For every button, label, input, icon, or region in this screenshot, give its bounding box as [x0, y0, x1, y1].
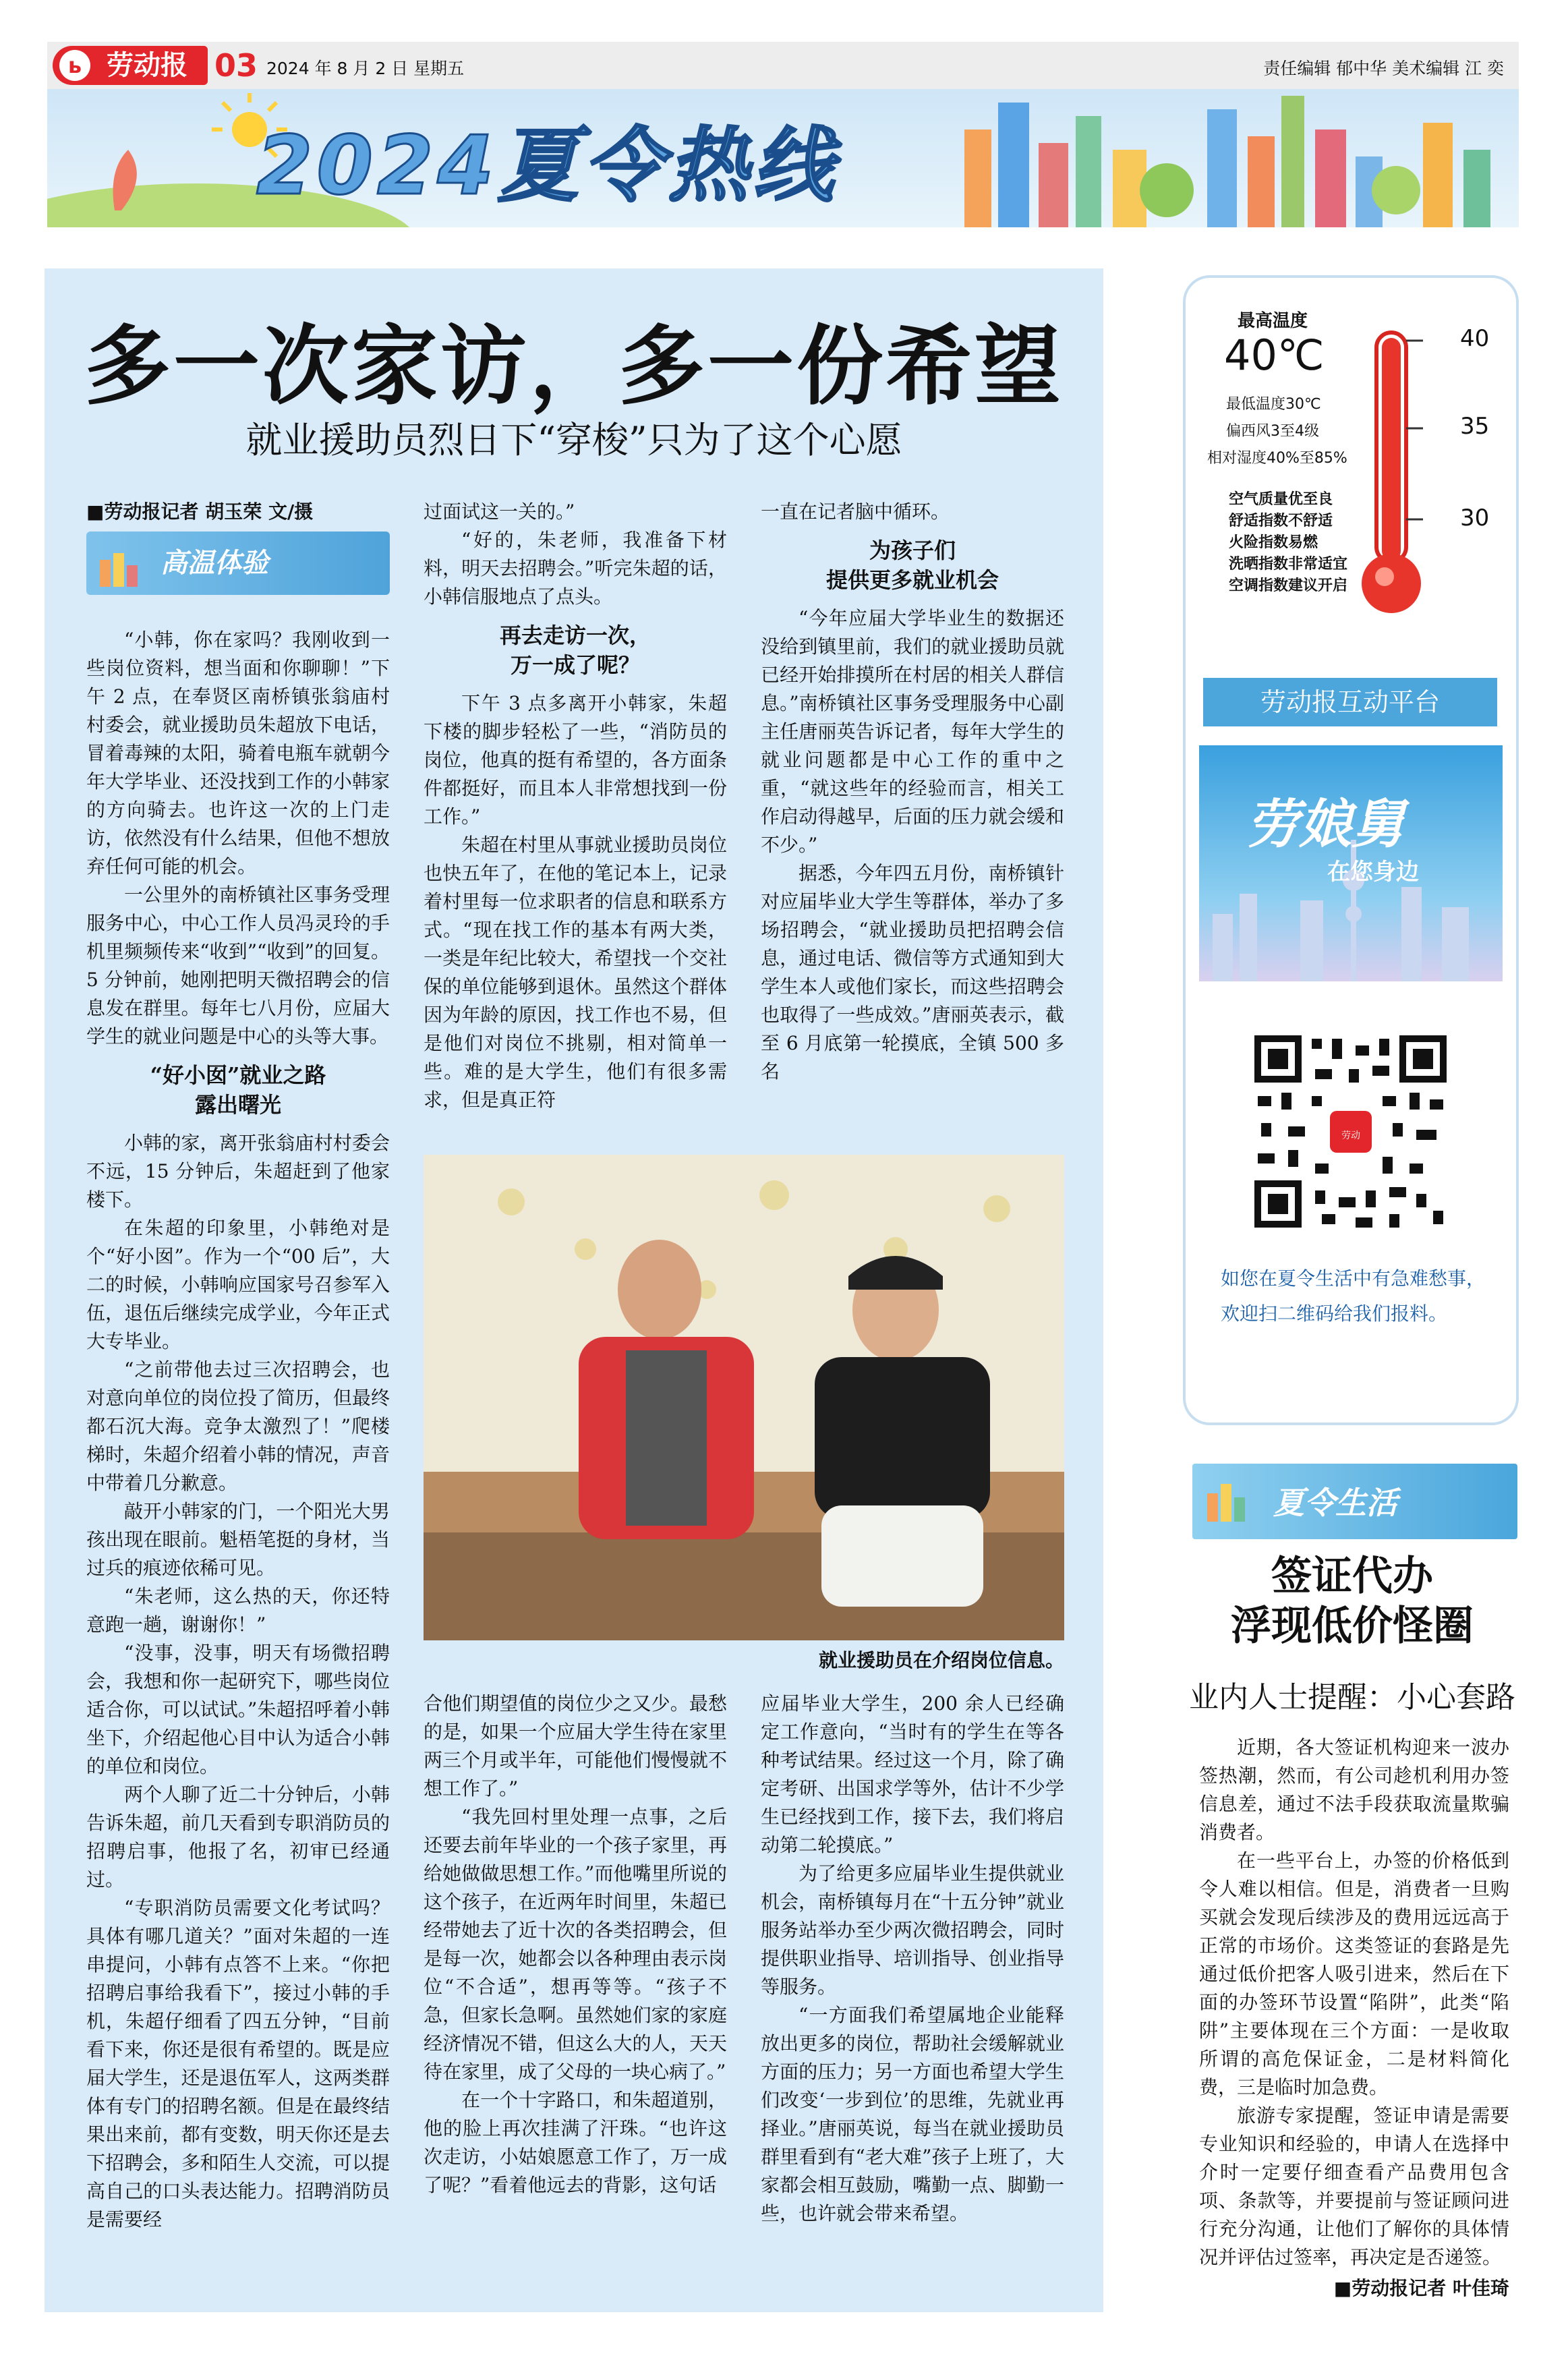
- paragraph: 旅游专家提醒，签证申请是需要专业知识和经验的，申请人在选择中介时一定要仔细查看产品费用包含项、条款等，并要提前与签证顾问进行充分沟通，让他们了解你的具体情况并评估过签率，再决定是否递签。: [1199, 2104, 1509, 2268]
- paragraph-continued: 一直在记者脑中循环。: [761, 500, 950, 523]
- side-article-byline: ■劳动报记者 叶佳琦: [1333, 2277, 1509, 2299]
- scale-label: 30: [1460, 505, 1490, 531]
- paragraph: “好的，朱老师，我准备下材料，明天去招聘会。”听完朱超的话，小韩信服地点了点头。: [424, 529, 727, 608]
- paragraph: 在一些平台上，办签的价格低到令人难以相信。但是，消费者一旦购买就会发现后续涉及的费用远远高于正常的市场价。这类签证的套路是先通过低价把客人吸引进来，然后在下面的办签环节设置“陷阱”，此类“陷阱”主要体现在三个方面：一是收取所谓的高危保证金，二是材料简化费，三是临时加急费。: [1199, 1849, 1509, 2098]
- editor-credits: 责任编辑 郁中华 美术编辑 江 奕: [1263, 59, 1504, 78]
- thermometer-icon: [1359, 327, 1426, 617]
- qr-center-logo: 劳动: [1341, 1130, 1360, 1141]
- section-heading: 再去走访一次， 万一成了呢？: [499, 623, 651, 678]
- qr-instruction: 如您在夏令生活中有急难愁事，欢迎扫二维码给我们报料。: [1221, 1267, 1486, 1325]
- paragraph: 两个人聊了近二十分钟后，小韩告诉朱超，前几天看到专职消防员的招聘启事，他报了名，初审已经通过。: [86, 1783, 390, 1891]
- index-value: 易燃: [1288, 534, 1318, 551]
- paragraph: “我先回村里处理一点事，之后还要去前年毕业的一个孩子家里，再给她做做思想工作。”而他嘴里所说的这个孩子，在近两年时间里，朱超已经带她去了近十次的各类招聘会，但是每一次，她都会以各种理由表示岗位“不合适”，想再等等。“孩子不急，但家长急啊。虽然她们家的家庭经济情况不错，但这么大的人，天天待在家里，成了父母的一块心病了。”: [424, 1806, 727, 2083]
- wind-info: 偏西风3至4级: [1226, 423, 1319, 440]
- article-column-3-bottom: [761, 1690, 1064, 2228]
- newspaper-name: 劳动报: [107, 50, 187, 81]
- paragraph: 为了给更多应届毕业生提供就业机会，南桥镇每月在“十五分钟”就业服务站举办至少两次微招聘会，同时提供职业指导、培训指导、创业指导等服务。: [761, 1862, 1064, 1998]
- article-byline: ■劳动报记者 胡玉荣 文/摄: [86, 500, 314, 523]
- paragraph-continued: 过面试这一关的。”: [424, 500, 575, 523]
- paragraph: 敲开小韩家的门，一个阳光大男孩出现在眼前。魁梧笔挺的身材，当过兵的痕迹依稀可见。: [86, 1500, 390, 1579]
- weather-index-values: [1288, 489, 1347, 597]
- scale-label: 40: [1460, 325, 1490, 352]
- max-temp-label: 最高温度: [1238, 311, 1308, 331]
- min-temp: 最低温度30℃: [1226, 396, 1321, 413]
- article-subhead: 就业援助员烈日下“穿梭”只为了这个心愿: [245, 419, 902, 461]
- paragraph: 下午 3 点多离开小韩家，朱超下楼的脚步轻松了一些，“消防员的岗位，他真的挺有希望的，各方面条件都挺好，而且本人非常想找到一份工作。”: [424, 692, 727, 828]
- promo-image[interactable]: [1199, 745, 1503, 981]
- paragraph: “之前带他去过三次招聘会，也对意向单位的岗位投了简历，但最终都石沉大海。竞争太激烈了！”爬楼梯时，朱超介绍着小韩的情况，声音中带着几分歉意。: [86, 1358, 390, 1494]
- article-column-3-top: [761, 498, 1064, 1086]
- paragraph: “朱老师，这么热的天，你还特意跑一趟，谢谢你！”: [86, 1585, 390, 1636]
- paragraph: “一方面我们希望属地企业能释放出更多的岗位，帮助社会缓解就业方面的压力；另一方面也希望大学生们改变‘一步到位’的思维，先就业再择业。”唐丽英说，每当在就业援助员群里看到有“老大难”孩子上班了，大家都会相互鼓励，嘴勤一点、脚勤一些，也许就会带来希望。: [761, 2004, 1064, 2224]
- building-icon: [1206, 1481, 1246, 1522]
- section-tag-label: 夏令生活: [1273, 1485, 1397, 1521]
- platform-title: 劳动报互动平台: [1203, 678, 1497, 726]
- paragraph: “没事，没事，明天有场微招聘会，我想和你一起研究下，哪些岗位适合你，可以试试。”朱超招呼着小韩坐下，介绍起他心目中认为适合小韩的单位和岗位。: [86, 1642, 390, 1777]
- section-tag-badge: [86, 531, 390, 595]
- index-name: 舒适指数: [1229, 513, 1289, 529]
- article-column-2-top: [424, 498, 727, 1114]
- paragraph: 小韩的家，离开张翁庙村村委会不远，15 分钟后，朱超赶到了他家楼下。: [86, 1132, 390, 1211]
- side-article-body: [1199, 1733, 1509, 2303]
- max-temp-value: 40℃: [1224, 331, 1325, 380]
- article-column-1: [86, 498, 390, 2234]
- index-value: 建议开启: [1288, 577, 1348, 594]
- index-value: 优至良: [1288, 491, 1333, 508]
- paragraph-continued: 合他们期望值的岗位少之又少。最愁的是，如果一个应届大学生待在家里两三个月或半年，可能他们慢慢就不想工作了。”: [424, 1692, 727, 1800]
- side-article-title: 签证代办 浮现低价怪圈: [1231, 1553, 1474, 1650]
- side-article-subtitle: 业内人士提醒：小心套路: [1189, 1680, 1515, 1715]
- index-name: 火险指数: [1229, 534, 1289, 551]
- city-skyline-icon: [964, 96, 1490, 227]
- logo-mark-icon: ь: [59, 50, 90, 81]
- section-tag-badge: [1192, 1464, 1517, 1539]
- humidity-info: 相对湿度40%至85%: [1207, 450, 1347, 467]
- banner-title: 2024夏令热线: [256, 119, 838, 213]
- building-icon: [98, 546, 139, 580]
- paragraph: 在朱超的印象里，小韩绝对是个“好小囡”。作为一个“00 后”，大二的时候，小韩响应国家号召参军入伍，退伍后继续完成学业，今年正式大专毕业。: [86, 1217, 390, 1352]
- article-photo: [424, 1155, 1064, 1640]
- paragraph: “小韩，你在家吗？我刚收到一些岗位资料，想当面和你聊聊！”下午 2 点，在奉贤区南桥镇张翁庙村村委会，就业援助员朱超放下电话，冒着毒辣的太阳，骑着电瓶车就朝今年大学毕业、还没找到工作的小韩家的方向骑去。也许这一次的上门走访，依然没有什么结果，但他不想放弃任何可能的机会。: [86, 629, 390, 878]
- section-tag-label: 高温体验: [161, 548, 268, 579]
- paragraph: “专职消防员需要文化考试吗？具体有哪几道关？”面对朱超的一连串提问，小韩有点答不上来。“你把招聘启事给我看下”，接过小韩的手机，朱超仔细看了四五分钟，“目前看下来，你还是很有希望的。既是应届大学生，还是退伍军人，这两类群体有专门的招聘名额。但是在最终结果出来前，都有变数，明天你还是去下招聘会，多和陌生人交流，可以提高自己的口头表达能力。招聘消防员是需要经: [86, 1897, 390, 2231]
- promo-subtitle: 在您身边: [1327, 859, 1419, 886]
- paragraph: 在一个十字路口，和朱超道别，他的脸上再次挂满了汗珠。“也许这次走访，小姑娘愿意工作了，万一成了呢？”看着他远去的背影，这句话: [424, 2089, 727, 2196]
- article-column-2-bottom: [424, 1690, 727, 2200]
- paragraph: 近期，各大签证机构迎来一波办签热潮，然而，有公司趁机利用办签信息差，通过不法手段获取流量欺骗消费者。: [1199, 1736, 1509, 1843]
- photo-illustration: [424, 1155, 1064, 1640]
- index-name: 空调指数: [1229, 577, 1289, 594]
- page-number: 03: [214, 47, 258, 84]
- paragraph: 据悉，今年四五月份，南桥镇针对应届毕业大学生等群体，举办了多场招聘会，“就业援助员把招聘会信息，通过电话、微信等方式通知到大学生本人或他们家长，而这些招聘会也取得了一些成效。”唐丽英表示，截至 6 月底第一轮摸底，全镇 500 多名: [761, 862, 1064, 1083]
- section-heading: 为孩子们 提供更多就业机会: [825, 538, 999, 593]
- index-value: 非常适宜: [1288, 556, 1348, 573]
- paragraph: 朱超在村里从事就业援助员岗位也快五年了，在他的笔记本上，记录着村里每一位求职者的信息和联系方式。“现在找工作的基本有两大类，一类是年纪比较大，希望找一个交社保的单位能够到退休。虽然这个群体因为年龄的原因，找工作也不易，但是他们对岗位不挑剔，相对简单一些。难的是大学生，他们有很多需求，但是真正符: [424, 834, 727, 1111]
- index-name: 洗晒指数: [1229, 556, 1289, 573]
- photo-caption: 就业援助员在介绍岗位信息。: [818, 1649, 1064, 1671]
- section-heading: “好小囡”就业之路 露出曙光: [150, 1062, 326, 1118]
- paragraph: “今年应届大学毕业生的数据还没给到镇里前，我们的就业援助员就已经开始排摸所在村居的相关人群信息。”南桥镇社区事务受理服务中心副主任唐丽英告诉记者，每年大学生的就业问题都是中心工作的重中之重，“就这些年的经验而言，相关工作启动得越早，后面的压力就会缓和不少。”: [761, 607, 1064, 856]
- index-name: 空气质量: [1229, 491, 1289, 508]
- paragraph: 一公里外的南桥镇社区事务受理服务中心，中心工作人员冯灵玲的手机里频频传来“收到”“收到”的回复。5 分钟前，她刚把明天微招聘会的信息发在群里。每年七八月份，应届大学生的就业问题是中心的头等大事。: [86, 884, 390, 1047]
- article-headline: 多一次家访，多一份希望: [84, 316, 1064, 417]
- paragraph-continued: 应届毕业大学生，200 余人已经确定工作意向，“当时有的学生在等各种考试结果。经过这一个月，除了确定考研、出国求学等外，估计不少学生已经找到工作，接下去，我们将启动第二轮摸底。”: [761, 1692, 1064, 1856]
- weather-index-names: [1229, 489, 1288, 597]
- promo-title: 劳娘舅: [1246, 794, 1405, 855]
- issue-date: 2024 年 8 月 2 日 星期五: [266, 59, 465, 78]
- index-value: 不舒适: [1288, 513, 1333, 529]
- qr-code-icon[interactable]: [1248, 1029, 1453, 1234]
- scale-label: 35: [1460, 413, 1490, 440]
